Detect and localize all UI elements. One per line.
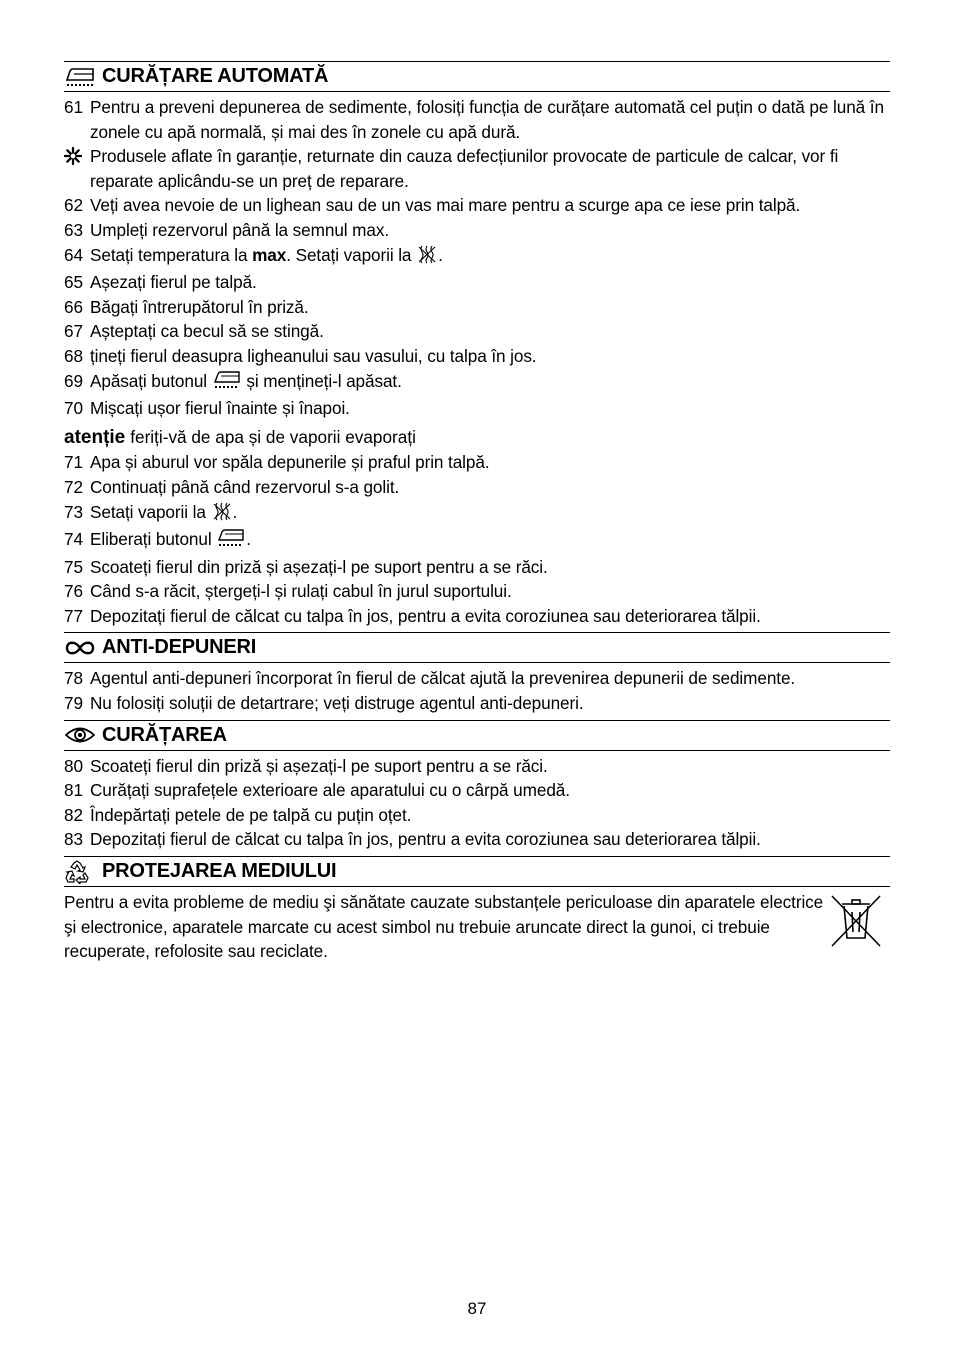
section-environment-header [64,856,890,887]
list-item: 80 Scoateți fierul din priză și așezați-l pe suport pentru a se răci. [64,755,548,776]
list-item: 62 Veți avea nevoie de un lighean sau de un vas mai mare pentru a scurge apa ce iese prin talpă. [64,195,801,216]
auto-clean-list-continued [64,450,890,628]
environment-row [64,890,890,964]
list-item: 74 Eliberați butonul . [64,527,890,555]
warranty-star-icon [64,144,82,172]
section-anti-scale-header [64,632,890,663]
list-item: 78 Agentul anti-depuneri încorporat în fierul de călcat ajută la prevenirea depunerii de sedimente. [64,668,796,689]
section-title: CURĂȚARE AUTOMATĂ [102,65,329,87]
warning-title: atenție [64,426,126,448]
list-item: 71 Apa și aburul vor spăla depunerile și praful prin talpă. [64,452,490,473]
list-item: 66 Băgați întrerupătorul în priză. [64,296,309,317]
list-item: 77 Depozitați fierul de călcat cu talpa în jos, pentru a evita coroziunea sau deteriorarea tălpii. [64,605,761,626]
section-title: CURĂȚAREA [102,723,227,746]
list-item: 61 Pentru a preveni depunerea de sedimente, folosiți funcția de curățare automată cel puțin o dată pe lună în zonele cu apă normală, și mai des în zonele cu apă dură. [64,97,884,142]
list-item: 69 Apăsați butonul și mențineți-l apăsat. [64,369,890,397]
list-item: 79 Nu folosiți soluții de detartrare; veți distruge agentul anti-depuneri. [64,693,584,714]
section-title: ANTI-DEPUNERI [102,636,257,659]
list-item: 82 Îndepărtați petele de pe talpă cu puțin oțet. [64,804,412,825]
page-number: 87 [467,1299,487,1318]
list-item: 67 Așteptați ca becul să se stingă. [64,321,324,342]
cleaning-list [64,754,890,852]
list-item: 83 Depozitați fierul de călcat cu talpa în jos, pentru a evita coroziunea sau deteriorarea tălpii. [64,829,761,850]
list-item: 75 Scoateți fierul din priză și așezați-l pe suport pentru a se răci. [64,556,548,577]
environment-text: Pentru a evita probleme de mediu şi sănătate cauzate substanțele periculoase din aparatele electrice şi electronice, aparatele marcate cu acest simbol nu trebuie aruncate direct la gunoi, ci trebuie recuperate, refolosite sau reciclate. [64,892,824,962]
section-title: PROTEJAREA MEDIULUI [102,860,337,883]
list-item: Produsele aflate în garanție, returnate din cauza defecțiunilor provocate de particule de calcar, vor fi reparate aplicându-se un preț de reparare. [64,144,890,193]
steam-off-icon [417,244,437,271]
eye-icon [64,724,98,746]
crossed-bin-icon [830,892,882,948]
recycle-icon [64,861,98,883]
section-auto-clean-header [64,61,890,92]
list-item: 70 Mișcați ușor fierul înainte și înapoi. [64,398,350,419]
section-cleaning-header [64,720,890,751]
iron-self-clean-icon [213,370,241,397]
infinity-icon [64,637,98,659]
list-item: 72 Continuați până când rezervorul s-a golit. [64,476,400,497]
list-item: 73 Setați vaporii la . [64,500,890,528]
list-item: 76 Când s-a răcit, ștergeți-l și rulați cabul în jurul suportului. [64,581,512,602]
list-item: 68 țineți fierul deasupra ligheanului sau vasului, cu talpa în jos. [64,345,537,366]
iron-self-clean-icon [64,66,98,88]
list-item: 65 Așezați fierul pe talpă. [64,272,257,293]
auto-clean-list [64,95,890,421]
steam-off-icon [212,501,232,528]
warning-note [64,425,890,451]
warning-text: feriți-vă de apa și de vaporii evaporați [130,426,416,447]
list-item: 81 Curățați suprafețele exterioare ale aparatului cu o cârpă umedă. [64,780,570,801]
iron-self-clean-icon [217,528,245,555]
list-item: 63 Umpleți rezervorul până la semnul max. [64,219,390,240]
manual-page [64,61,890,964]
anti-scale-list [64,666,890,715]
list-item: 64 Setați temperatura la max. Setați vaporii la . [64,243,890,271]
